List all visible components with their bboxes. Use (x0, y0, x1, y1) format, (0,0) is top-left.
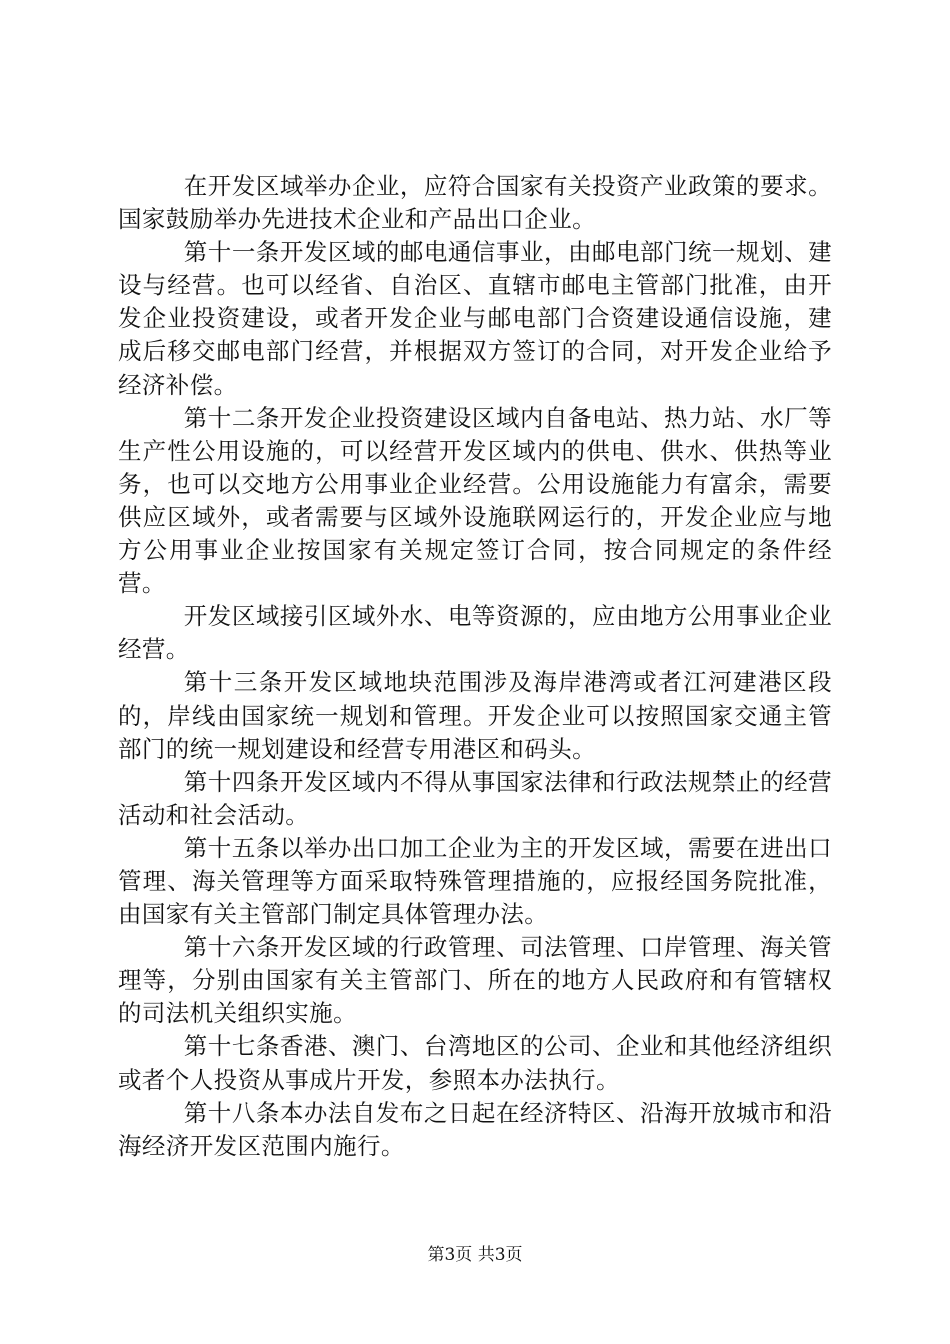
paragraph-3-article-12: 第十二条开发企业投资建设区域内自备电站、热力站、水厂等生产性公用设施的，可以经营开发区域内的供电、供水、供热等业务，也可以交地方公用事业企业经营。公用设施能力有富余，需要供应区域外，或者需要与区域外设施联网运行的，开发企业应与地方公用事业企业按国家有关规定签订合同，按合同规定的条件经营。 (118, 403, 832, 598)
document-body (118, 170, 832, 1163)
paragraph-9-article-17: 第十七条香港、澳门、台湾地区的公司、企业和其他经济组织或者个人投资从事成片开发，参照本办法执行。 (118, 1032, 832, 1094)
paragraph-10-article-18: 第十八条本办法自发布之日起在经济特区、沿海开放城市和沿海经济开发区范围内施行。 (118, 1098, 832, 1160)
paragraph-7-article-15: 第十五条以举办出口加工企业为主的开发区域，需要在进出口管理、海关管理等方面采取特殊管理措施的，应报经国务院批准，由国家有关主管部门制定具体管理办法。 (118, 833, 832, 929)
page-number-footer: 第3页 共3页 (427, 1245, 523, 1265)
paragraph-2-article-11: 第十一条开发区域的邮电通信事业，由邮电部门统一规划、建设与经营。也可以经省、自治区、直辖市邮电主管部门批准，由开发企业投资建设，或者开发企业与邮电部门合资建设通信设施，建成后移交邮电部门经营，并根据双方签订的合同，对开发企业给予经济补偿。 (118, 238, 832, 399)
paragraph-5-article-13: 第十三条开发区域地块范围涉及海岸港湾或者江河建港区段的，岸线由国家统一规划和管理。开发企业可以按照国家交通主管部门的统一规划建设和经营专用港区和码头。 (118, 668, 832, 763)
paragraph-6-article-14: 第十四条开发区域内不得从事国家法律和行政法规禁止的经营活动和社会活动。 (118, 767, 832, 829)
paragraph-1: 在开发区域举办企业，应符合国家有关投资产业政策的要求。国家鼓励举办先进技术企业和产品出口企业。 (118, 172, 832, 234)
paragraph-8-article-16: 第十六条开发区域的行政管理、司法管理、口岸管理、海关管理等，分别由国家有关主管部门、所在的地方人民政府和有管辖权的司法机关组织实施。 (118, 933, 832, 1028)
paragraph-4: 开发区域接引区域外水、电等资源的，应由地方公用事业企业经营。 (118, 602, 832, 664)
